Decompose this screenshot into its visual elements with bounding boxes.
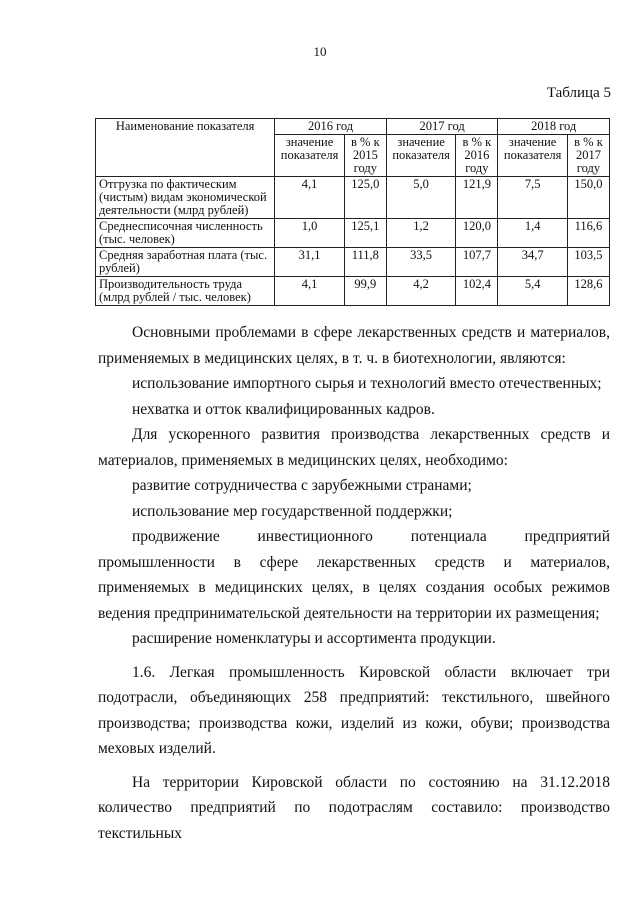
cell-value-2017: 1,2 [386,219,456,248]
cell-value-2016: 4,1 [275,177,345,219]
cell-pct-2017: 107,7 [456,248,498,277]
row-name: Средняя заработная плата (тыс. рублей) [96,248,275,277]
indicator-header: Наименование показателя [96,119,275,177]
cell-value-2018: 7,5 [498,177,568,219]
row-name: Отгрузка по фактическим (чистым) видам экономической деятельности (млрд рублей) [96,177,275,219]
list-item: расширение номенклатуры и ассортимента продукции. [132,630,496,647]
cell-pct-2018: 150,0 [567,177,609,219]
cell-pct-2018: 128,6 [567,277,609,306]
year-header-2018: 2018 год [498,119,610,135]
cell-pct-2016: 125,1 [344,219,386,248]
list-item: развитие сотрудничества с зарубежными странами; [132,477,472,494]
year-header-2017: 2017 год [386,119,498,135]
table-row [96,219,610,248]
cell-value-2017: 4,2 [386,277,456,306]
cell-value-2018: 5,4 [498,277,568,306]
page-number: 10 [313,44,327,59]
list-item: продвижение инвестиционного потенциала предприятий промышленности в сфере лекарственных средств и материалов, применяемых в медицинских целях, в целях создания особых режимов ведения предпринимательской деятельности на территории их размещения; [98,528,610,622]
cell-pct-2017: 120,0 [456,219,498,248]
cell-value-2016: 31,1 [275,248,345,277]
indicators-table [95,118,610,306]
table-caption: Таблица 5 [546,85,611,101]
sub-header-pct-2018: в % к 2017 году [567,135,609,177]
list-item: использование мер государственной поддержки; [132,502,453,520]
paragraph-light-industry: 1.6. Легкая промышленность Кировской области включает три подотрасли, объединяющих 258 предприятий: текстильного, швейного производства; производства кожи, изделий из кожи, обуви; производства меховых изделий. [98,663,610,757]
paragraph-necessary: Для ускоренного развития производства лекарственных средств и материалов, применяемых в медицинских целях, необходимо: [98,426,610,469]
cell-pct-2018: 103,5 [567,248,609,277]
year-header-2016: 2016 год [275,119,387,135]
table-header-row-years [96,119,610,135]
list-item: нехватка и отток квалифицированных кадров. [132,400,435,418]
sub-header-pct-2017: в % к 2016 году [456,135,498,177]
list-item: использование импортного сырья и технологий вместо отечественных; [132,375,602,392]
cell-value-2017: 5,0 [386,177,456,219]
cell-pct-2017: 121,9 [456,177,498,219]
sub-header-value-2017: значение показателя [386,135,456,177]
cell-value-2017: 33,5 [386,248,456,277]
cell-value-2016: 1,0 [275,219,345,248]
table-row [96,177,610,219]
sub-header-value-2016: значение показателя [275,135,345,177]
cell-pct-2016: 111,8 [344,248,386,277]
row-name: Производительность труда (млрд рублей / тыс. человек) [96,277,275,306]
table-row [96,277,610,306]
cell-pct-2018: 116,6 [567,219,609,248]
table-row [96,248,610,277]
row-name: Среднесписочная численность (тыс. человек) [96,219,275,248]
paragraph-enterprises: На территории Кировской области по состоянию на 31.12.2018 количество предприятий по подотраслям составило: производство текстильных [98,773,610,842]
cell-value-2016: 4,1 [275,277,345,306]
sub-header-value-2018: значение показателя [498,135,568,177]
cell-pct-2016: 125,0 [344,177,386,219]
cell-pct-2016: 99,9 [344,277,386,306]
body-text [98,320,610,846]
paragraph-problems: Основными проблемами в сфере лекарственных средств и материалов, применяемых в медицинских целях, в т. ч. в биотехнологии, являются: [98,324,610,367]
cell-value-2018: 34,7 [498,248,568,277]
cell-value-2018: 1,4 [498,219,568,248]
sub-header-pct-2016: в % к 2015 году [344,135,386,177]
cell-pct-2017: 102,4 [456,277,498,306]
